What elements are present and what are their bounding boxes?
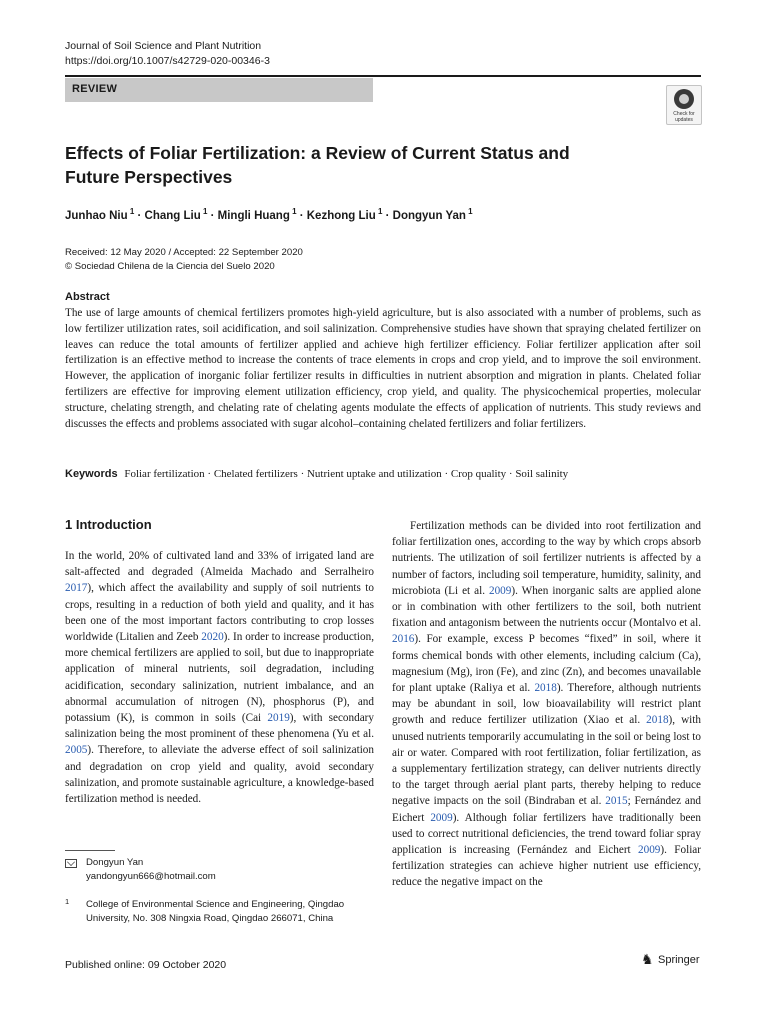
- footnote-rule: [65, 850, 115, 851]
- body-text: ), with secondary salinization being the most prominent of these phenomena (Yu et al.: [65, 712, 375, 741]
- article-type-label: REVIEW: [72, 83, 118, 95]
- author-name[interactable]: Kezhong Liu: [306, 209, 376, 222]
- author-affiliation-mark: 1: [375, 207, 383, 216]
- body-text: ), which affect the availability and supply of soil nutrients to crops, resulting in a reduction of both yield and quality, and it has been one of the most important factors contributing to crop losses worldwide (Litalien and Zeeb: [65, 582, 374, 644]
- copyright-notice: © Sociedad Chilena de la Ciencia del Suelo 2020: [65, 261, 275, 272]
- body-text: ; Fernández and Eichert: [392, 795, 702, 824]
- crossmark-label: Check for updates: [673, 111, 695, 123]
- author-separator: ·: [296, 209, 307, 222]
- body-text: ). Foliar fertilization strategies can achieve higher nutrient use efficiency, reduce the negative impact on the: [392, 844, 701, 889]
- springer-horse-icon: ♞: [641, 953, 654, 968]
- body-text: ). When inorganic salts are applied alone or in combination with other fertilizers to the soil, both nutrient fixation and antagonism between the nutrients occur (Montalvo et al.: [392, 584, 701, 630]
- journal-name: Journal of Soil Science and Plant Nutrition: [65, 40, 262, 52]
- body-text: ), with unused nutrients temporarily accumulating in the soil or being lost to air or water. Compared with root fertilization, foliar fertilization, as a supplementary fertilization strategy, can deliver nutrients directly to the target through aerial plant parts, thereby helping to reduce negative impacts on the soil (Bindraban et al.: [392, 714, 701, 808]
- intro-paragraph-2: [392, 518, 701, 891]
- body-text: In the world, 20% of cultivated land and 33% of irrigated land are salt-affected and degraded (Almeida Machado and Serralheiro: [65, 550, 374, 579]
- citation-link[interactable]: 2019: [267, 712, 290, 725]
- author-affiliation-mark: 1: [200, 207, 208, 216]
- author-affiliation-mark: 1: [465, 207, 473, 216]
- corresponding-author-email[interactable]: yandongyun666@hotmail.com: [86, 871, 216, 882]
- keywords-text: Foliar fertilization · Chelated fertilizers · Nutrient uptake and utilization · Crop quality · Soil salinity: [124, 468, 569, 480]
- author-affiliation-mark: 1: [127, 207, 135, 216]
- check-for-updates-badge[interactable]: [666, 85, 702, 125]
- intro-paragraph-1: [65, 548, 374, 807]
- citation-link[interactable]: 2017: [65, 582, 88, 595]
- published-online-date: Published online: 09 October 2020: [65, 959, 227, 971]
- citation-link[interactable]: 2009: [488, 584, 512, 597]
- publisher-name: Springer: [658, 954, 700, 966]
- crossmark-icon: [674, 89, 694, 109]
- body-column-right: [392, 518, 701, 891]
- doi-link[interactable]: https://doi.org/10.1007/s42729-020-00346-3: [65, 55, 270, 67]
- author-separator: ·: [382, 209, 393, 222]
- author-list: [65, 207, 473, 222]
- citation-link[interactable]: 2018: [646, 714, 669, 727]
- abstract-text: The use of large amounts of chemical fertilizers promotes high-yield agriculture, but is also associated with a number of problems, such as low fertilizer utilization rates, soil acidification, and soil salinization. Comprehensive studies have shown that spraying chelated fertilizer on leaves can reduce the total amounts of fertilizer applied and achieve high fertilizer efficiency. Foliar fertilizer application after soil fertilization is an effective method to increase the contents of trace elements in crops and crop yield, and to improve the soil environment. However, the application of inorganic foliar fertilizer results in difficulties in nutrient absorption and migration in plants. Chelated foliar fertilizers are effective for improving element utilization efficiency, crop yield, and quality. The physicochemical properties, molecular structure, chelating strength, and chelating rate of chelating agents modulate the effects of application of nutrients. This study reviews and discusses the effects and problems associated with sugar alcohol–containing chelated fertilizers and foliar fertilizers.: [65, 307, 701, 430]
- abstract-heading: Abstract: [65, 291, 110, 303]
- section-heading: 1 Introduction: [65, 517, 152, 532]
- header-rule: [65, 75, 701, 77]
- citation-link[interactable]: 2015: [605, 795, 628, 808]
- citation-link[interactable]: 2009: [638, 844, 661, 857]
- author-separator: ·: [207, 209, 218, 222]
- author-name[interactable]: Dongyun Yan: [392, 209, 466, 222]
- article-title: Effects of Foliar Fertilization: a Review of Current Status and Future Perspectives: [65, 143, 570, 187]
- citation-link[interactable]: 2005: [65, 744, 88, 757]
- body-text: ). For example, excess P becomes “fixed” in soil, where it forms chemical bonds with other elements, including calcium (Ca), magnesium (Mg), iron (Fe), and zinc (Zn), and becomes unavailable for plant uptake (Raliya et al.: [392, 633, 701, 695]
- citation-link[interactable]: 2009: [430, 811, 453, 824]
- author-name[interactable]: Mingli Huang: [217, 209, 290, 222]
- citation-link[interactable]: 2018: [534, 682, 557, 695]
- citation-link[interactable]: 2020: [201, 631, 224, 644]
- body-text: ). In order to increase production, more chemical fertilizers are applied to soil, but due to inappropriate application of mineral nutrients, soil degradation, including acidification, secondary salinization, nutrient imbalance, and an abnormal accumulation of nitrogen (N), phosphorus (P), and potassium (K), is common in soils (Cai: [65, 631, 374, 725]
- body-text: ). Therefore, although nutrients may be abundant in soil, low bioavailability will restrict plant growth and reduce fertilizer utilization (Xiao et al.: [392, 682, 702, 727]
- author-name[interactable]: Chang Liu: [144, 209, 201, 222]
- citation-link[interactable]: 2016: [392, 633, 415, 646]
- received-accepted-dates: Received: 12 May 2020 / Accepted: 22 September 2020: [65, 247, 303, 258]
- author-name[interactable]: Junhao Niu: [65, 209, 128, 222]
- body-text: Fertilization methods can be divided into root fertilization and foliar fertilization ones, according to the way by which crops absorb nutrients. The utilization of soil fertilizer nutrients is affected by a number of factors, including soil temperature, humidity, salinity, and microbiota (Li et al.: [392, 520, 701, 597]
- envelope-icon: [65, 859, 77, 868]
- keywords-label: Keywords: [65, 468, 118, 480]
- body-text: ). Therefore, to alleviate the adverse effect of soil salinization and degradation on crop yield and quality, avoid secondary salinization, and promote sustainable agriculture, a knowledge-based fertilization method is needed.: [65, 744, 374, 806]
- affiliation-text: College of Environmental Science and Engineering, Qingdao University, No. 308 Ningxia Road, Qingdao 266071, China: [86, 899, 345, 924]
- corresponding-author-name: Dongyun Yan: [86, 857, 144, 868]
- affiliation-number: 1: [65, 897, 70, 906]
- keywords-line: [65, 468, 705, 480]
- author-separator: ·: [134, 209, 145, 222]
- body-text: ). Although foliar fertilizers have traditionally been used to correct nutritional deficiencies, the trend toward foliar spray application is increasing (Fernández and Eichert: [392, 811, 701, 857]
- body-column-left: [65, 548, 374, 807]
- author-affiliation-mark: 1: [289, 207, 297, 216]
